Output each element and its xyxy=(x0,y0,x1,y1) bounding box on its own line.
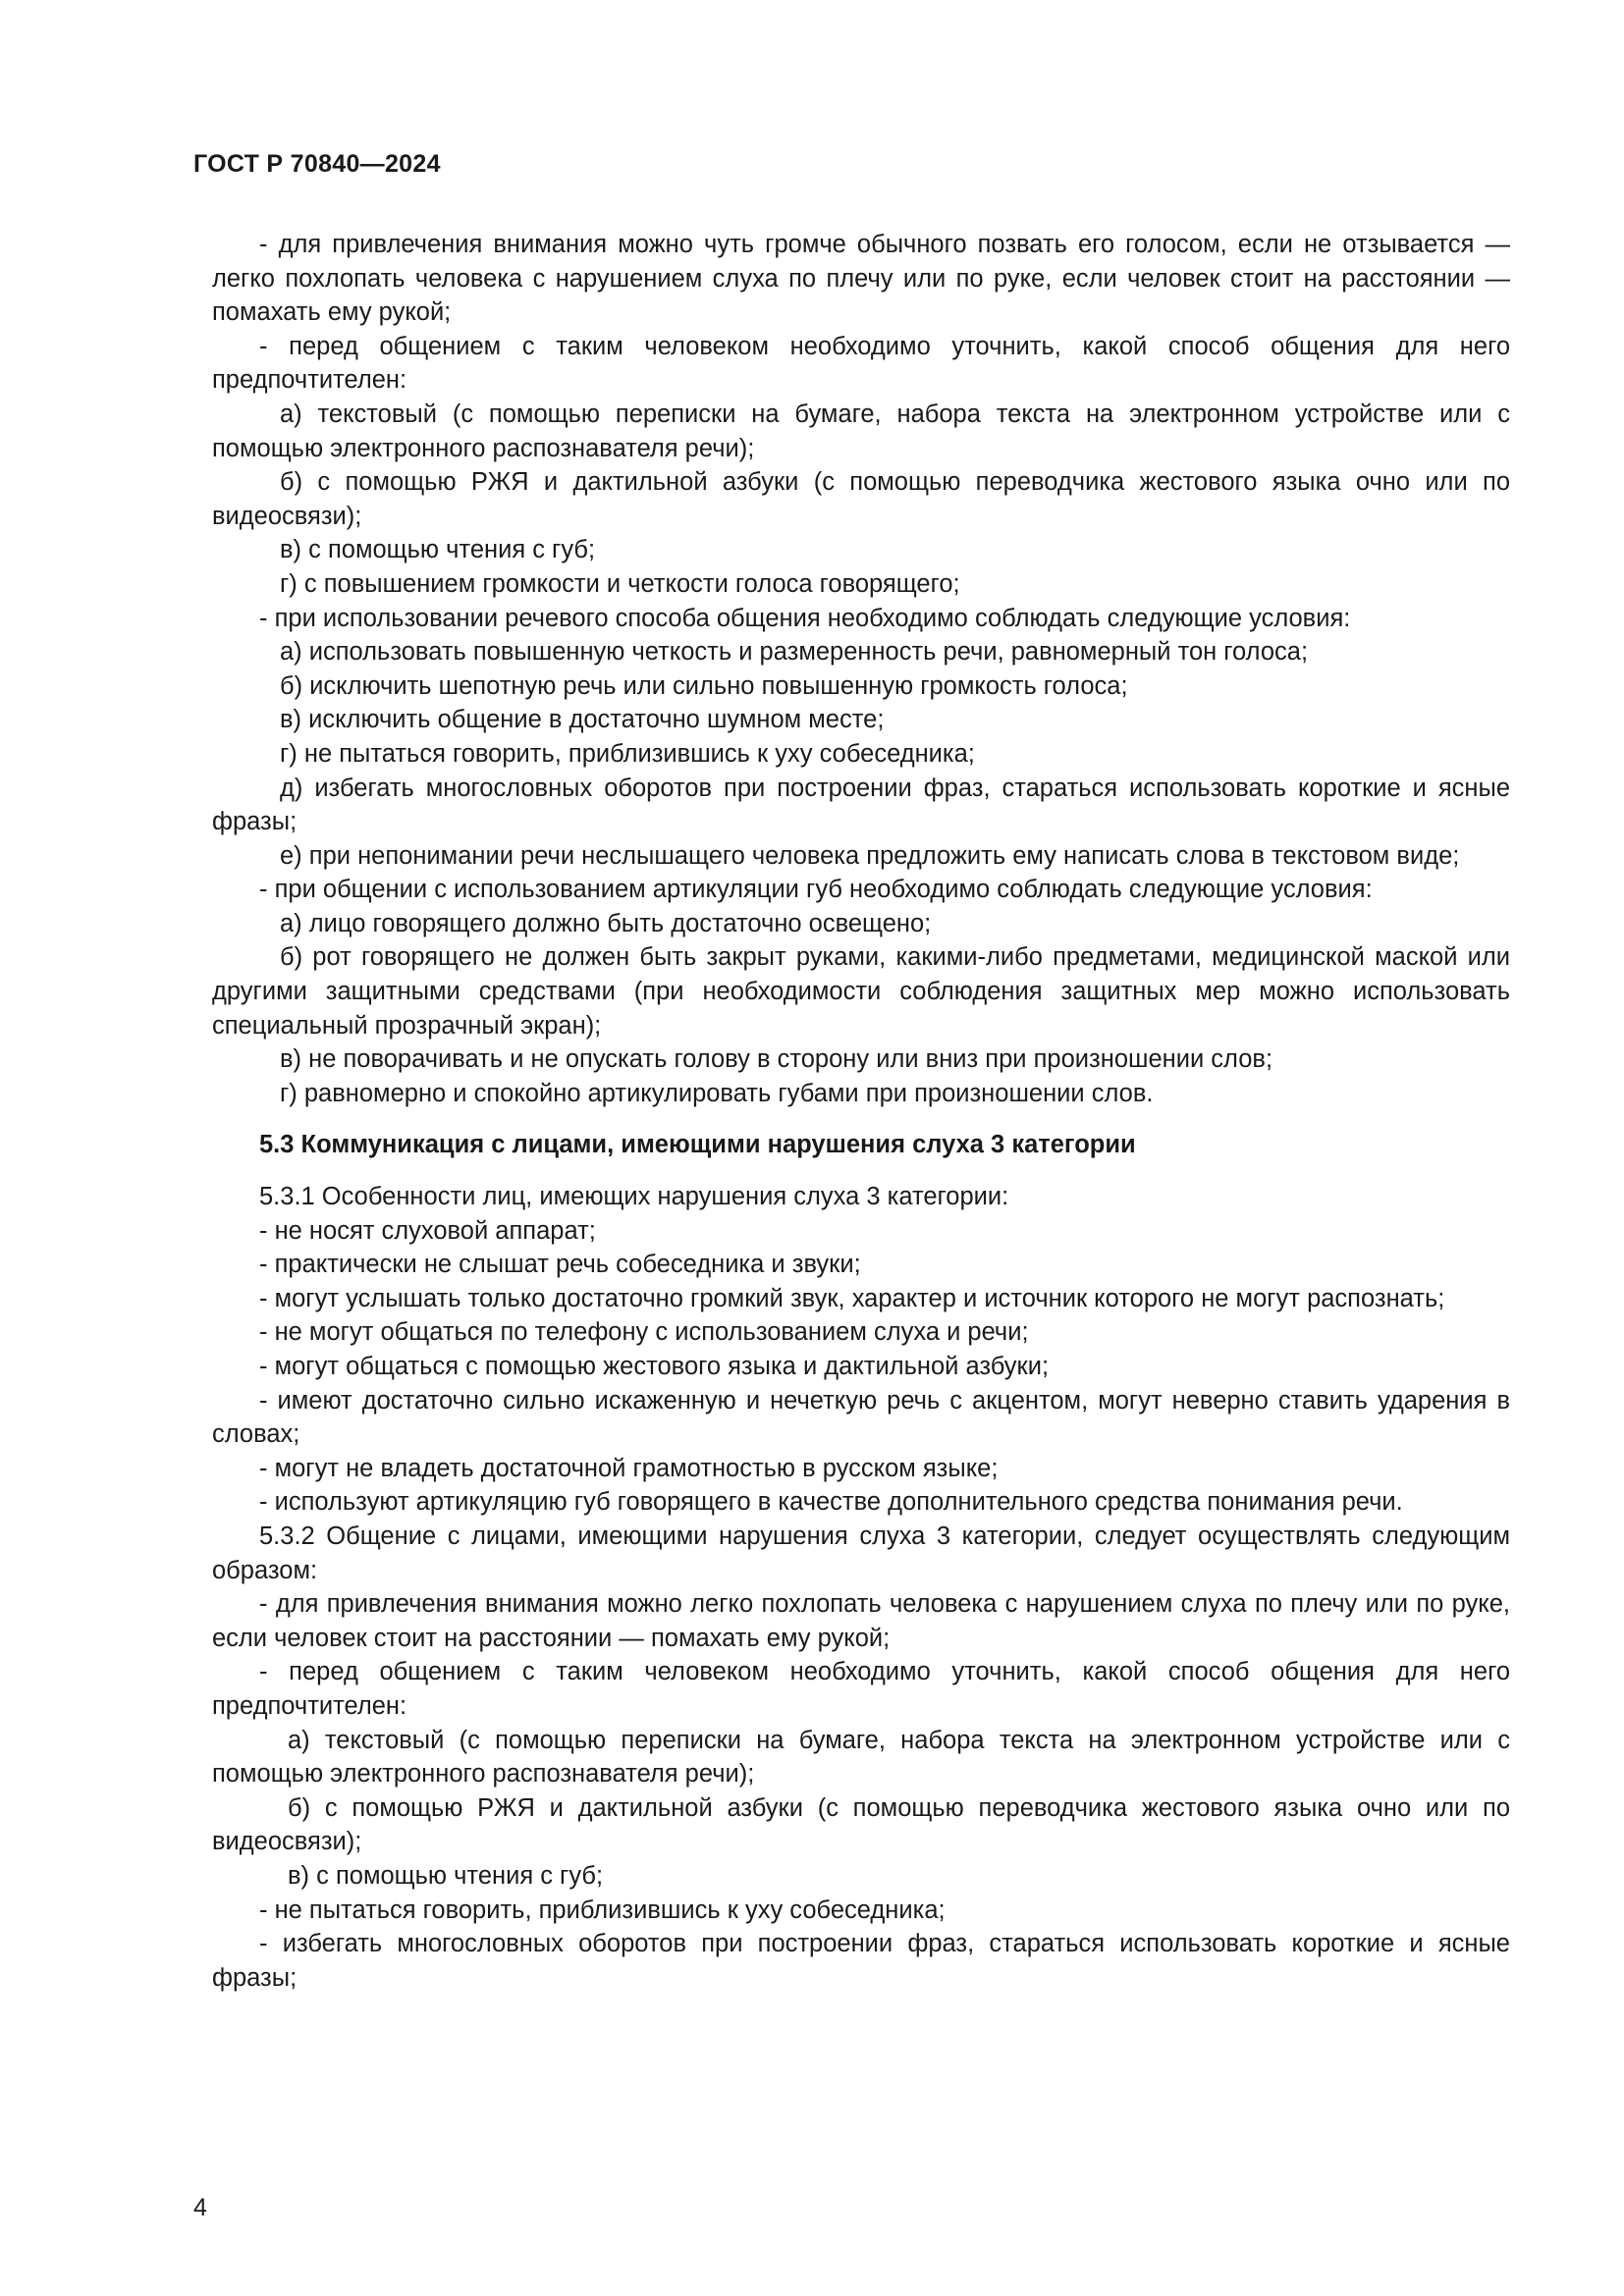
paragraph: г) с повышением громкости и четкости голоса говорящего; xyxy=(280,569,960,598)
paragraph: - перед общением с таким человеком необходимо уточнить, какой способ общения для него предпочтителен: xyxy=(212,1658,1510,1720)
paragraph: - не носят слуховой аппарат; xyxy=(259,1216,596,1245)
paragraph: - могут не владеть достаточной грамотностью в русском языке; xyxy=(259,1454,999,1482)
document-body xyxy=(212,228,1510,1995)
paragraph: в) с помощью чтения с губ; xyxy=(280,536,596,564)
paragraph: б) исключить шепотную речь или сильно повышенную громкость голоса; xyxy=(280,671,1128,700)
paragraph: - могут услышать только достаточно громкий звук, характер и источник которого не могут распознать; xyxy=(259,1284,1445,1312)
paragraph: г) равномерно и спокойно артикулировать губами при произношении слов. xyxy=(280,1079,1154,1107)
paragraph: - перед общением с таким человеком необходимо уточнить, какой способ общения для него предпочтителен: xyxy=(212,332,1510,395)
paragraph: в) не поворачивать и не опускать голову в сторону или вниз при произношении слов; xyxy=(280,1045,1273,1074)
paragraph: д) избегать многословных оборотов при построении фраз, стараться использовать короткие и ясные фразы; xyxy=(212,774,1510,836)
paragraph: - практически не слышат речь собеседника и звуки; xyxy=(259,1251,861,1279)
paragraph: г) не пытаться говорить, приблизившись к уху собеседника; xyxy=(280,739,975,768)
paragraph: в) с помощью чтения с губ; xyxy=(288,1861,604,1890)
paragraph: 5.3.1 Особенности лиц, имеющих нарушения слуха 3 категории: xyxy=(259,1183,1009,1211)
body-part-2 xyxy=(212,1180,1510,1995)
paragraph: а) текстовый (с помощью переписки на бумаге, набора текста на электронном устройстве или с помощью электронного распознавателя речи); xyxy=(212,400,1510,462)
paragraph: а) использовать повышенную четкость и размеренность речи, равномерный тон голоса; xyxy=(280,638,1309,667)
paragraph: - имеют достаточно сильно искаженную и нечеткую речь с акцентом, могут неверно ставить ударения в словах; xyxy=(212,1386,1510,1449)
paragraph: б) с помощью РЖЯ и дактильной азбуки (с помощью переводчика жестового языка очно или по видеосвязи); xyxy=(212,468,1510,530)
body-part-1 xyxy=(212,228,1510,1110)
paragraph: 5.3.2 Общение с лицами, имеющими нарушения слуха 3 категории, следует осуществлять следующим образом: xyxy=(212,1522,1510,1584)
document-header: ГОСТ Р 70840—2024 xyxy=(193,150,441,178)
paragraph: в) исключить общение в достаточно шумном месте; xyxy=(280,706,885,734)
paragraph: - могут общаться с помощью жестового языка и дактильной азбуки; xyxy=(259,1353,1050,1380)
paragraph: - не могут общаться по телефону с использованием слуха и речи; xyxy=(259,1318,1029,1347)
paragraph: а) лицо говорящего должно быть достаточно освещено; xyxy=(280,909,932,937)
paragraph: - избегать многословных оборотов при построении фраз, стараться использовать короткие и ясные фразы; xyxy=(212,1930,1510,1992)
paragraph: е) при непонимании речи неслышащего человека предложить ему написать слова в текстовом виде; xyxy=(280,841,1460,870)
paragraph: - не пытаться говорить, приблизившись к уху собеседника; xyxy=(259,1896,946,1924)
paragraph: б) с помощью РЖЯ и дактильной азбуки (с помощью переводчика жестового языка очно или по видеосвязи); xyxy=(212,1793,1510,1856)
paragraph: а) текстовый (с помощью переписки на бумаге, набора текста на электронном устройстве или с помощью электронного распознавателя речи); xyxy=(212,1726,1510,1789)
paragraph: б) рот говорящего не должен быть закрыт руками, какими-либо предметами, медицинской маской или другими защитными средствами (при необходимости соблюдения защитных мер можно использовать специальный прозрачный экран); xyxy=(212,943,1510,1040)
paragraph: - для привлечения внимания можно легко похлопать человека с нарушением слуха по плечу или по руке, если человек стоит на расстоянии — помахать ему рукой; xyxy=(212,1590,1510,1652)
page-number: 4 xyxy=(193,2194,207,2221)
section-heading-5-3: 5.3 Коммуникация с лицами, имеющими нарушения слуха 3 категории xyxy=(259,1131,1136,1159)
paragraph: - при использовании речевого способа общения необходимо соблюдать следующие условия: xyxy=(259,604,1351,632)
paragraph: - при общении с использованием артикуляции губ необходимо соблюдать следующие условия: xyxy=(259,876,1373,904)
paragraph: - используют артикуляцию губ говорящего в качестве дополнительного средства понимания речи. xyxy=(259,1488,1403,1517)
paragraph: - для привлечения внимания можно чуть громче обычного позвать его голосом, если не отзывается — легко похлопать человека с нарушением слуха по плечу или по руке, если человек стоит на расстоянии — помахать ему рукой; xyxy=(212,231,1510,327)
